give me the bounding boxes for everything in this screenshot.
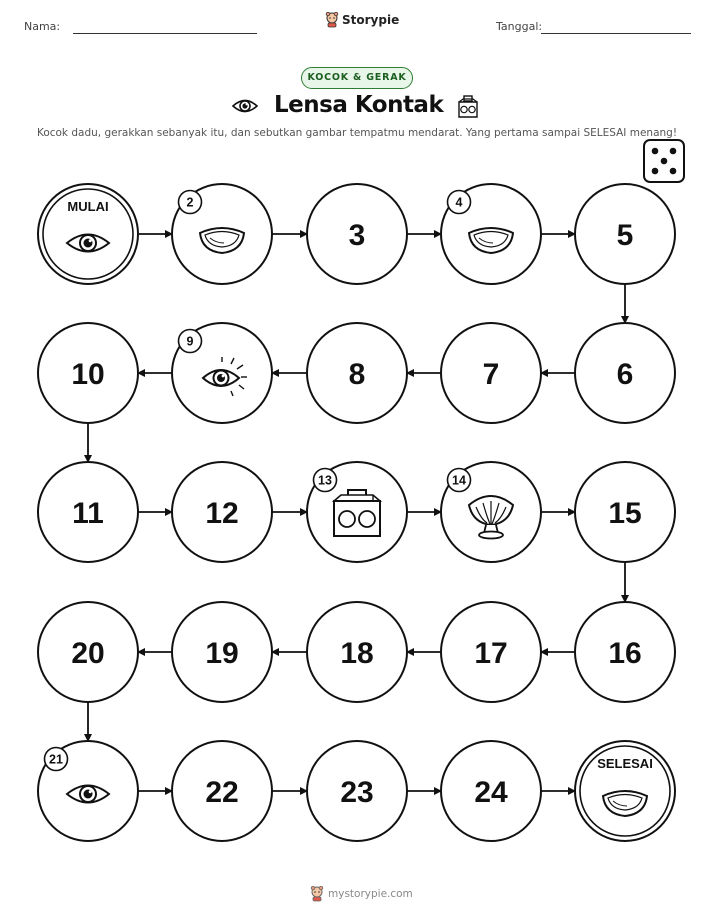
- board-spaces: [38, 184, 675, 841]
- brand-name: Storypie: [342, 13, 400, 27]
- space-number: 13: [318, 473, 332, 488]
- board-space-14[interactable]: [441, 462, 541, 562]
- board-space-21[interactable]: [38, 741, 138, 841]
- board-space-16[interactable]: [575, 602, 675, 702]
- board-space-12[interactable]: [172, 462, 272, 562]
- board-space-6[interactable]: [575, 323, 675, 423]
- space-number-badge: [179, 191, 202, 214]
- board-space-15[interactable]: [575, 462, 675, 562]
- space-number: 5: [616, 219, 634, 252]
- name-label: Nama:: [24, 20, 61, 33]
- space-number: 24: [474, 776, 508, 809]
- page-title: Lensa Kontak: [274, 92, 444, 118]
- start-label: MULAI: [67, 199, 109, 214]
- board-space-5[interactable]: [575, 184, 675, 284]
- space-number: 16: [608, 637, 642, 670]
- space-number-badge: [179, 330, 202, 353]
- space-number: 8: [348, 358, 366, 391]
- footer: [310, 886, 413, 902]
- board-space-25[interactable]: [575, 741, 675, 841]
- space-number: 11: [72, 497, 104, 530]
- board-space-1[interactable]: [38, 184, 138, 284]
- space-number: 12: [205, 497, 239, 530]
- space-number: 18: [340, 637, 374, 670]
- space-number: 15: [608, 497, 642, 530]
- board-space-2[interactable]: [172, 184, 272, 284]
- board-space-10[interactable]: [38, 323, 138, 423]
- board-space-8[interactable]: [307, 323, 407, 423]
- space-number: 17: [474, 637, 508, 670]
- space-number: 23: [340, 776, 374, 809]
- space-number: 7: [482, 358, 500, 391]
- lens-case-icon: [334, 490, 380, 536]
- space-number-badge: [45, 748, 68, 771]
- space-number: 10: [71, 358, 105, 391]
- space-number: 22: [205, 776, 239, 809]
- board-space-22[interactable]: [172, 741, 272, 841]
- space-number-badge: [448, 191, 471, 214]
- dice-icon: [644, 140, 684, 182]
- instructions: Kocok dadu, gerakkan sebanyak itu, dan sebutkan gambar tempatmu mendarat. Yang pertama sampai SELESAI menang!: [36, 127, 678, 139]
- board-space-18[interactable]: [307, 602, 407, 702]
- space-number-badge: [314, 469, 337, 492]
- activity-badge: KOCOK & GERAK: [301, 67, 413, 89]
- footer-url: mystorypie.com: [328, 888, 413, 900]
- board-space-9[interactable]: [172, 323, 272, 423]
- space-number: 6: [616, 358, 634, 391]
- space-number-badge: [448, 469, 471, 492]
- space-number: 9: [186, 334, 194, 349]
- space-number: 3: [348, 219, 366, 252]
- space-number: 20: [71, 637, 105, 670]
- board-space-3[interactable]: [307, 184, 407, 284]
- space-number: 14: [452, 473, 466, 488]
- storypie-mascot-icon: [310, 886, 324, 902]
- board-space-23[interactable]: [307, 741, 407, 841]
- board-space-11[interactable]: [38, 462, 138, 562]
- board-space-4[interactable]: [441, 184, 541, 284]
- board-space-20[interactable]: [38, 602, 138, 702]
- board-space-19[interactable]: [172, 602, 272, 702]
- finish-label: SELESAI: [597, 756, 653, 771]
- date-label: Tanggal:: [496, 20, 543, 33]
- board-space-17[interactable]: [441, 602, 541, 702]
- board-space-13[interactable]: [307, 462, 407, 562]
- space-number: 21: [49, 752, 63, 767]
- board-space-24[interactable]: [441, 741, 541, 841]
- space-number: 4: [455, 195, 463, 210]
- space-number: 19: [205, 637, 239, 670]
- board-space-7[interactable]: [441, 323, 541, 423]
- space-number: 2: [186, 195, 194, 210]
